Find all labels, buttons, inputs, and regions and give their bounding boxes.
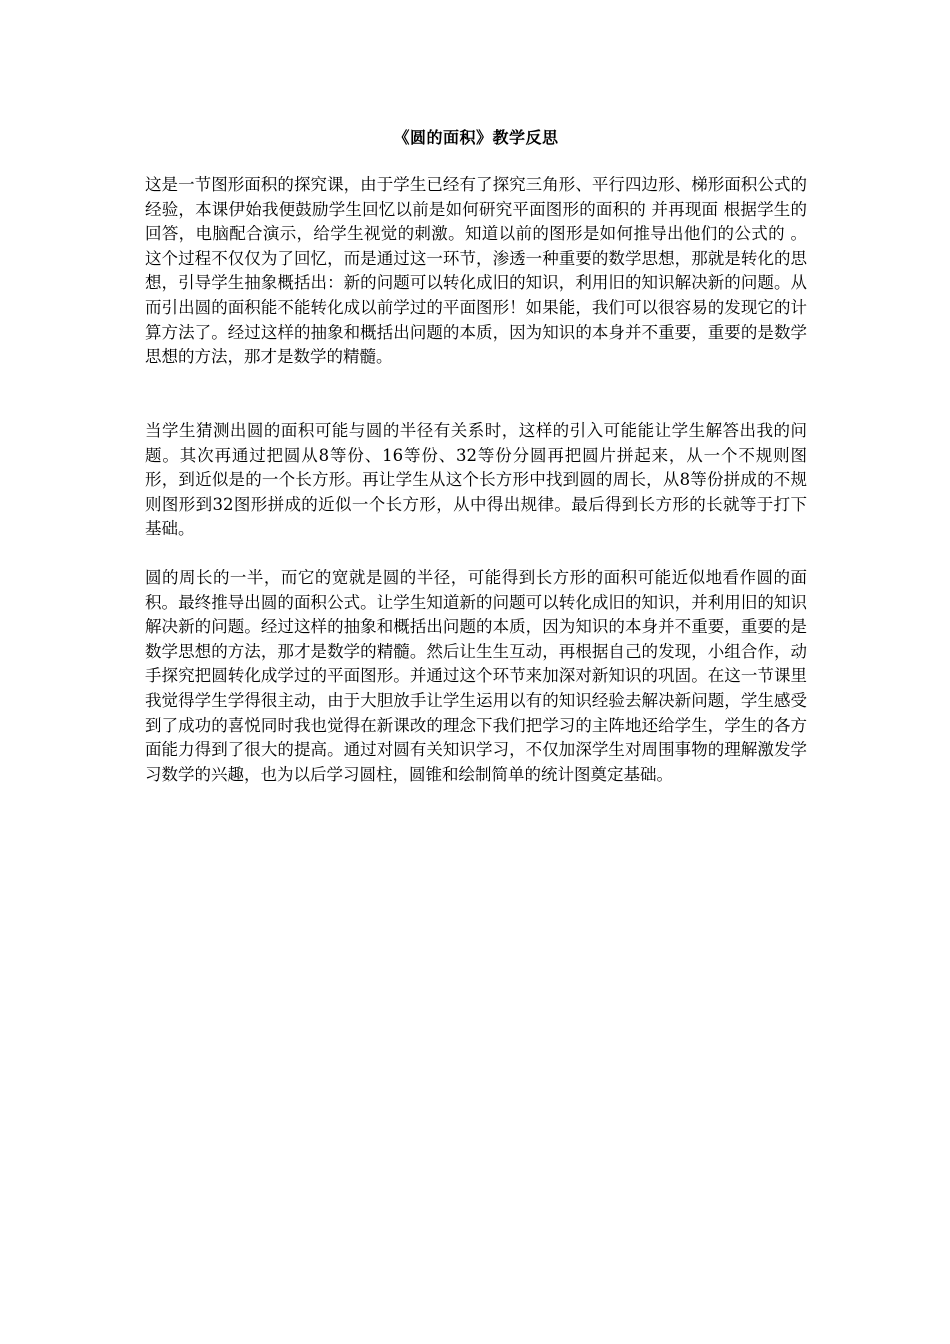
paragraph-1: 这是一节图形面积的探究课，由于学生已经有了探究三角形、平行四边形、梯形面积公式的经验，本课伊始我便鼓励学生回忆以前是如何研究平面图形的面积的 并再现面 根据学生的回答，电脑配合演示，给学生视觉的刺激。知道以前的图形是如何推导出他们的公式的 。这个过程不仅仅为了回忆，而是通过这一环节，渗透一种重要的数学思想，那就是转化的思想，引导学生抽象概括出：新的问题可以转化成旧的知识，利用旧的知识解决新的问题。从而引出圆的面积能不能转化成以前学过的平面图形！如果能，我们可以很容易的发现它的计算方法了。经过这样的抽象和概括出问题的本质，因为知识的本身并不重要，重要的是数学思想的方法，那才是数学的精髓。 [145,175,807,367]
document-title: 《圆的面积》教学反思 [393,128,559,147]
paragraph-3: 圆的周长的一半，而它的宽就是圆的半径，可能得到长方形的面积可能近似地看作圆的面积。最终推导出圆的面积公式。让学生知道新的问题可以转化成旧的知识，并利用旧的知识解决新的问题。经过这样的抽象和概括出问题的本质，因为知识的本身并不重要，重要的是数学思想的方法，那才是数学的精髓。然后让生生互动，再根据自己的发现，小组合作，动手探究把圆转化成学过的平面图形。并通过这个环节来加深对新知识的巩固。在这一节课里我觉得学生学得很主动，由于大胆放手让学生运用以有的知识经验去解决新问题，学生感受到了成功的喜悦同时我也觉得在新课改的理念下我们把学习的主阵地还给学生，学生的各方面能力得到了很大的提高。通过对圆有关知识学习，不仅加深学生对周围事物的理解激发学习数学的兴趣，也为以后学习圆柱，圆锥和绘制简单的统计图奠定基础。 [145,568,807,784]
paragraph-2: 当学生猜测出圆的面积可能与圆的半径有关系时，这样的引入可能能让学生解答出我的问题。其次再通过把圆从8等份、16等份、32等份分圆再把圆片拼起来，从一个不规则图形，到近似是的一个长方形。再让学生从这个长方形中找到圆的周长，从8等份拼成的不规则图形到32图形拼成的近似一个长方形，从中得出规律。最后得到长方形的长就等于打下基础。 [145,421,807,539]
